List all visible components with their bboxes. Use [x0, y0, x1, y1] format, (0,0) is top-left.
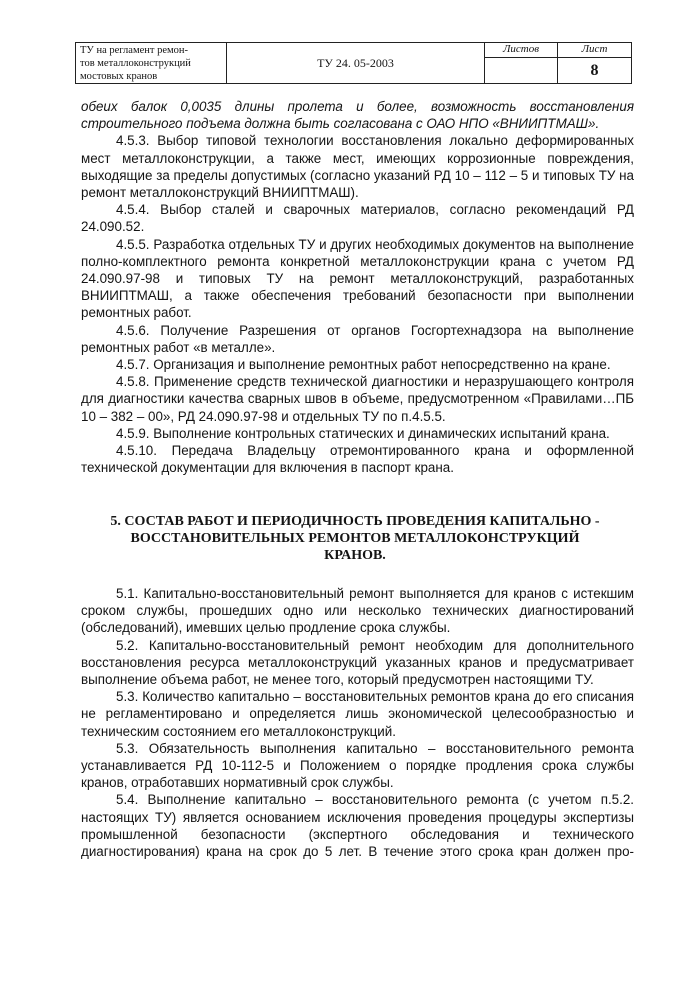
sheet-label: Лист [558, 43, 631, 58]
sheets-label: Листов [485, 43, 557, 58]
document-code: ТУ 24. 05-2003 [317, 55, 394, 70]
stamp-sheets-cell [485, 43, 558, 83]
sheet-number: 8 [590, 62, 599, 79]
item-4-5-7: 4.5.7. Организация и выполнение ремонтных работ непосредственно на кране. [116, 357, 611, 373]
stamp-title-line: ТУ на регламент ремон- [80, 45, 189, 56]
paragraph-5-2: 5.2. Капитально-восстановительный ремонт необходим для дополнительного восстановления ресурса металлоконструкций указанных кранов и предусматривает выполнение объема работ, не менее того, который предусмотрен настоящими ТУ. [81, 637, 634, 688]
item-4-5-3: 4.5.3. Выбор типовой технологии восстановления локально деформированных мест металлоконструкции, а также мест, имеющих коррозионные повреждения, выходящие за пределы допустимых (согласно указаний РД 10 – 112 – 5 и типовых ТУ на ремонт металлоконструкций ВНИИПТМАШ). [81, 133, 634, 201]
item-4-5-9: 4.5.9. Выполнение контрольных статических и динамических испытаний крана. [116, 425, 610, 441]
stamp-title-line: тов металлоконструкций [80, 58, 191, 69]
item-4-5-8: 4.5.8. Применение средств технической диагностики и неразрушающего контроля для диагностики качества сварных швов в объеме, предусмотренном «Правилами…ПБ 10 – 382 – 00», РД 24.090.97-98 и отдельных ТУ по п.4.5.5. [81, 374, 634, 424]
section-5-heading: 5. СОСТАВ РАБОТ И ПЕРИОДИЧНОСТЬ ПРОВЕДЕНИЯ КАПИТАЛЬНО - ВОССТАНОВИТЕЛЬНЫХ РЕМОНТОВ МЕТАЛЛОКОНСТРУКЦИЙ КРАНОВ. [110, 514, 600, 563]
stamp-document-title [76, 43, 227, 83]
stamp-title-line: мостовых кранов [80, 71, 158, 82]
paragraph-5-3-obligation: 5.3. Обязательность выполнения капитально – восстановительного ремонта устанавливается РД 10-112-5 и Положением о порядке продления срока службы кранов, отработавших нормативный срок службы. [81, 740, 634, 791]
item-4-5-10: 4.5.10. Передача Владельцу отремонтированного крана и оформленной технической документации для включения в паспорт крана. [81, 443, 634, 476]
item-4-5-4: 4.5.4. Выбор сталей и сварочных материалов, согласно рекомендаций РД 24.090.52. [81, 202, 634, 235]
item-4-5-6: 4.5.6. Получение Разрешения от органов Госгортехнадзора на выполнение ремонтных работ «в металле». [81, 322, 634, 355]
paragraph-5-3-quantity: 5.3. Количество капитально – восстановительных ремонтов крана до его списания не регламентировано и определяется лишь экономической целесообразностью и техническим состоянием его металлоконструкций. [81, 689, 634, 739]
continuation-paragraph: обеих балок 0,0035 длины пролета и более, возможность восстановления строительного подъема должна быть согласована с ОАО НПО «ВНИИПТМАШ». [81, 99, 634, 132]
header-stamp-table [75, 42, 632, 84]
paragraph-5-1: 5.1. Капитально-восстановительный ремонт выполняется для кранов с истекшим сроком службы, прошедших одно или несколько технических диагностирований (обследований), имевших целью продление срока службы. [81, 586, 634, 636]
stamp-document-code [227, 43, 485, 83]
section-4-5-text [81, 98, 634, 476]
paragraph-5-4: 5.4. Выполнение капитально – восстановительного ремонта (с учетом п.5.2. настоящих ТУ) является основанием исключения проведения процедуры экспертизы промышленной безопасности (экспертного обследования и технического диагностирования) крана на срок до 5 лет. В течение этого срока кран должен про- [81, 792, 634, 860]
section-5-text [81, 585, 634, 860]
stamp-sheet-cell [558, 43, 631, 83]
item-4-5-5: 4.5.5. Разработка отдельных ТУ и других необходимых документов на выполнение полно-комплектного ремонта конкретной металлоконструкции крана с учетом РД 24.090.97-98 и типовых ТУ на ремонт металлоконструкций, разработанных ВНИИПТМАШ, а также обеспечения требований безопасности при выполнении ремонтных работ. [81, 236, 634, 321]
